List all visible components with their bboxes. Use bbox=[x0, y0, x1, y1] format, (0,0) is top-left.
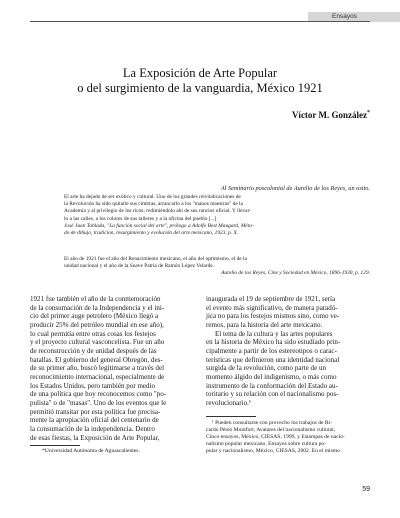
body-line: instrumento de la conformación del Estado au- bbox=[206, 381, 338, 390]
body-line: de esas fiestas, la Exposición de Arte Popular, bbox=[30, 433, 160, 442]
footnote-rule-left bbox=[30, 445, 80, 446]
body-line: 1921 fue también el año de la conmemoración bbox=[30, 295, 161, 303]
body-line: cio del primer auge petrolero (México llegó a bbox=[30, 312, 159, 321]
dedication: Al Seminario poscolonial de Aurelio de los Reyes, un osito. bbox=[220, 185, 370, 192]
section-label: Ensayos bbox=[332, 13, 357, 20]
footnote-line: Cinco ensayos, México, CIESAS, 1999, y Estampas de nacio- bbox=[206, 434, 345, 440]
body-line: el evento más significativo, de manera paradó- bbox=[206, 303, 338, 312]
footnote-rule-right bbox=[206, 416, 256, 417]
epigraph-1-line: Academia y al privilegio de los ricos; redimiéndolo ahí de sus rancios oficial. Y llevar- bbox=[64, 208, 252, 215]
header-rule bbox=[30, 21, 370, 22]
epigraph-2 bbox=[64, 256, 370, 278]
body-line: producir 25% del petróleo mundial en ese año), bbox=[30, 320, 164, 329]
footnote-right bbox=[206, 420, 370, 455]
body-line: remos, para la historia del arte mexicano. bbox=[206, 320, 323, 329]
body-line: lo cual permitía entre otras cosas los festejos bbox=[30, 329, 156, 338]
epigraph-2-line: El año de 1921 fue el año del Renacimiento mexicano, el año del optimismo, el de la bbox=[64, 256, 247, 262]
epigraph-1-line: la Revolución ha sido quitarle sus cimbras, arrancarlo a los "manos maestras" de la bbox=[64, 201, 243, 208]
body-line: cipalmente a partir de los estereotipos o carac- bbox=[206, 346, 337, 355]
body-line: terísticas que definieron una identidad nacional bbox=[206, 355, 340, 364]
footnote-line: ¹ Pueden consultarse con provecho los trabajos de Ri- bbox=[212, 420, 333, 426]
footnote-line: pular y nacionalismo, México, CIESAS, 2002. En el mismo bbox=[206, 448, 340, 454]
body-line: la consumación de la independencia. Dentro bbox=[30, 424, 155, 433]
body-line: de la consumación de la Independencia y el ini- bbox=[30, 303, 165, 312]
epigraph-1-source: José Juan Tablada, "La función social del arte", prólogo a Adolfo Best Maugard, Méto- bbox=[64, 222, 254, 229]
epigraph-1-source: do de dibujo, tradición, resurgimiento y evolución del arte mexicano, 1923, p. X. bbox=[64, 230, 239, 237]
body-line: momento álgido del indigenismo, o más como bbox=[206, 372, 337, 381]
epigraph-1-line: lo a las calles, a los colores de sus talleres y a la oficina del pueblo [...] bbox=[64, 215, 217, 222]
article-title-line1: La Exposición de Arte Popular bbox=[122, 66, 278, 80]
epigraph-2-source: Aurelio de los Reyes, Cine y Sociedad en México, 1896-1930, p. 129. bbox=[221, 270, 370, 277]
author bbox=[292, 110, 370, 120]
body-line: permitió transitar por esta política fue precisa- bbox=[30, 407, 161, 416]
body-line: mente la apropiación oficial del centenario de bbox=[30, 416, 159, 425]
footnote-line: cardo Pérez Montfort, Avatares del nacionalismo cultural, bbox=[206, 427, 336, 433]
body-line: El tema de la cultura y las artes populares bbox=[215, 329, 333, 338]
body-line: en la historia de México ha sido estudiado prin- bbox=[206, 338, 341, 347]
page-number: 59 bbox=[362, 486, 370, 493]
body-line: toritario y su relación con el nacionalismo pos- bbox=[206, 390, 339, 399]
footnote-left: *Universidad Autónoma de Aguascalientes. bbox=[42, 448, 140, 454]
epigraph-1-line: El arte ha dejado de ser exótico y cultural. Uno de los grandes reivindicaciones de bbox=[64, 194, 241, 200]
author-mark: * bbox=[367, 110, 370, 116]
body-line: surgida de la revolución, como parte de un bbox=[206, 364, 327, 373]
body-line: de una política que hoy reconocemos como "po- bbox=[30, 390, 167, 399]
article-title-line2: o del surgimiento de la vanguardia, México 1921 bbox=[77, 81, 323, 95]
epigraph-2-line: unidad nacional y el año de la Suave Patria de Ramón López Velarde. bbox=[64, 263, 215, 270]
epigraph-1 bbox=[64, 194, 370, 237]
right-column bbox=[206, 295, 370, 408]
body-line: revolucionario.¹ bbox=[206, 398, 251, 407]
body-line: batallas. El gobierno del general Obregón, des- bbox=[30, 355, 163, 364]
author-name: Víctor M. González bbox=[291, 110, 367, 120]
left-column bbox=[30, 295, 198, 442]
body-line: jica no para los festejos mismos sino, como ve- bbox=[206, 312, 340, 321]
footnote-line: nalismo popular mexicano, Ensayos sobre cultura po- bbox=[206, 441, 327, 447]
body-line: los Estados Unidos, pero también por medio bbox=[30, 381, 156, 390]
body-line: de reconstrucción y de unidad después de las bbox=[30, 346, 157, 355]
body-line: inaugurada el 19 de septiembre de 1921, sería bbox=[206, 295, 336, 303]
body-line: pulista" o de "masas". Uno de los eventos que le bbox=[30, 398, 167, 407]
body-line: de su primer año, buscó legitimarse a través del bbox=[30, 364, 165, 373]
body-line: reconocimiento internacional, especialmente de bbox=[30, 372, 165, 381]
body-line: y el proyecto cultural vasconcelista. Fue un año bbox=[30, 338, 165, 347]
